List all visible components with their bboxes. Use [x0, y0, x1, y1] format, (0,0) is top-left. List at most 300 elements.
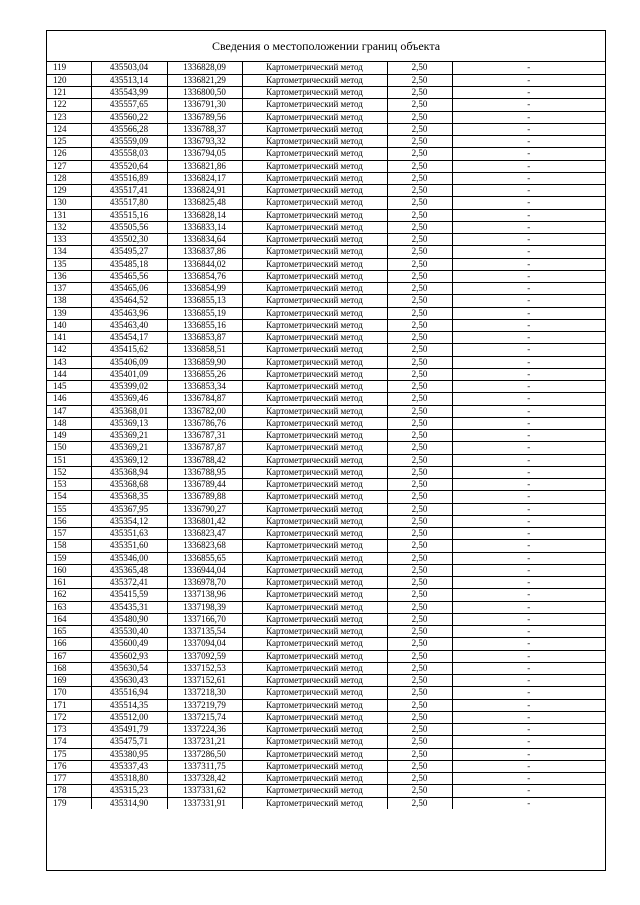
accuracy-cell: 2,50: [387, 564, 452, 576]
method-cell: Картометрический метод: [242, 332, 387, 344]
point-number-cell: 145: [47, 381, 91, 393]
point-number-cell: 128: [47, 172, 91, 184]
table-row: [47, 515, 605, 527]
accuracy-cell: 2,50: [387, 626, 452, 638]
method-cell: Картометрический метод: [242, 344, 387, 356]
method-cell: Картометрический метод: [242, 123, 387, 135]
description-cell: -: [452, 442, 605, 454]
method-cell: Картометрический метод: [242, 234, 387, 246]
method-cell: Картометрический метод: [242, 466, 387, 478]
accuracy-cell: 2,50: [387, 528, 452, 540]
method-cell: Картометрический метод: [242, 136, 387, 148]
description-cell: -: [452, 393, 605, 405]
method-cell: Картометрический метод: [242, 209, 387, 221]
x-coordinate-cell: 435559,09: [91, 136, 167, 148]
y-coordinate-cell: 1336787,31: [167, 430, 242, 442]
x-coordinate-cell: 435351,60: [91, 540, 167, 552]
coordinates-table: [47, 62, 605, 809]
table-row: [47, 123, 605, 135]
method-cell: Картометрический метод: [242, 748, 387, 760]
description-cell: -: [452, 344, 605, 356]
y-coordinate-cell: 1336855,26: [167, 368, 242, 380]
method-cell: Картометрический метод: [242, 528, 387, 540]
point-number-cell: 142: [47, 344, 91, 356]
y-coordinate-cell: 1337152,61: [167, 675, 242, 687]
y-coordinate-cell: 1336823,68: [167, 540, 242, 552]
point-number-cell: 165: [47, 626, 91, 638]
accuracy-cell: 2,50: [387, 736, 452, 748]
table-row: [47, 528, 605, 540]
table-row: [47, 172, 605, 184]
method-cell: Картометрический метод: [242, 711, 387, 723]
method-cell: Картометрический метод: [242, 442, 387, 454]
description-cell: -: [452, 295, 605, 307]
method-cell: Картометрический метод: [242, 601, 387, 613]
accuracy-cell: 2,50: [387, 234, 452, 246]
table-row: [47, 209, 605, 221]
method-cell: Картометрический метод: [242, 724, 387, 736]
accuracy-cell: 2,50: [387, 760, 452, 772]
point-number-cell: 132: [47, 221, 91, 233]
description-cell: -: [452, 528, 605, 540]
y-coordinate-cell: 1337331,62: [167, 785, 242, 797]
point-number-cell: 125: [47, 136, 91, 148]
x-coordinate-cell: 435491,79: [91, 724, 167, 736]
description-cell: -: [452, 307, 605, 319]
accuracy-cell: 2,50: [387, 283, 452, 295]
table-row: [47, 613, 605, 625]
x-coordinate-cell: 435354,12: [91, 515, 167, 527]
y-coordinate-cell: 1336821,29: [167, 74, 242, 86]
description-cell: -: [452, 221, 605, 233]
table-row: [47, 503, 605, 515]
table-row: [47, 74, 605, 86]
y-coordinate-cell: 1336790,27: [167, 503, 242, 515]
method-cell: Картометрический метод: [242, 87, 387, 99]
description-cell: -: [452, 675, 605, 687]
table-row: [47, 466, 605, 478]
y-coordinate-cell: 1336789,88: [167, 491, 242, 503]
x-coordinate-cell: 435485,18: [91, 258, 167, 270]
point-number-cell: 122: [47, 99, 91, 111]
point-number-cell: 153: [47, 479, 91, 491]
table-row: [47, 430, 605, 442]
y-coordinate-cell: 1337166,70: [167, 613, 242, 625]
y-coordinate-cell: 1336793,32: [167, 136, 242, 148]
description-cell: -: [452, 613, 605, 625]
x-coordinate-cell: 435480,90: [91, 613, 167, 625]
description-cell: -: [452, 577, 605, 589]
x-coordinate-cell: 435318,80: [91, 773, 167, 785]
point-number-cell: 143: [47, 356, 91, 368]
point-number-cell: 179: [47, 797, 91, 809]
description-cell: -: [452, 99, 605, 111]
method-cell: Картометрический метод: [242, 393, 387, 405]
accuracy-cell: 2,50: [387, 650, 452, 662]
description-cell: -: [452, 711, 605, 723]
x-coordinate-cell: 435513,14: [91, 74, 167, 86]
accuracy-cell: 2,50: [387, 74, 452, 86]
x-coordinate-cell: 435495,27: [91, 246, 167, 258]
description-cell: -: [452, 491, 605, 503]
y-coordinate-cell: 1337328,42: [167, 773, 242, 785]
method-cell: Картометрический метод: [242, 405, 387, 417]
table-row: [47, 258, 605, 270]
accuracy-cell: 2,50: [387, 785, 452, 797]
accuracy-cell: 2,50: [387, 185, 452, 197]
x-coordinate-cell: 435530,40: [91, 626, 167, 638]
table-row: [47, 356, 605, 368]
y-coordinate-cell: 1336824,91: [167, 185, 242, 197]
accuracy-cell: 2,50: [387, 62, 452, 74]
table-row: [47, 687, 605, 699]
description-cell: -: [452, 650, 605, 662]
x-coordinate-cell: 435368,35: [91, 491, 167, 503]
method-cell: Картометрический метод: [242, 368, 387, 380]
y-coordinate-cell: 1336789,56: [167, 111, 242, 123]
point-number-cell: 178: [47, 785, 91, 797]
table-row: [47, 785, 605, 797]
y-coordinate-cell: 1336794,05: [167, 148, 242, 160]
point-number-cell: 150: [47, 442, 91, 454]
accuracy-cell: 2,50: [387, 601, 452, 613]
accuracy-cell: 2,50: [387, 258, 452, 270]
point-number-cell: 169: [47, 675, 91, 687]
table-row: [47, 148, 605, 160]
accuracy-cell: 2,50: [387, 319, 452, 331]
y-coordinate-cell: 1337135,54: [167, 626, 242, 638]
x-coordinate-cell: 435558,03: [91, 148, 167, 160]
table-row: [47, 368, 605, 380]
method-cell: Картометрический метод: [242, 430, 387, 442]
x-coordinate-cell: 435543,99: [91, 87, 167, 99]
description-cell: -: [452, 405, 605, 417]
description-cell: -: [452, 638, 605, 650]
x-coordinate-cell: 435368,94: [91, 466, 167, 478]
point-number-cell: 167: [47, 650, 91, 662]
x-coordinate-cell: 435560,22: [91, 111, 167, 123]
method-cell: Картометрический метод: [242, 62, 387, 74]
method-cell: Картометрический метод: [242, 736, 387, 748]
point-number-cell: 151: [47, 454, 91, 466]
point-number-cell: 154: [47, 491, 91, 503]
table-row: [47, 417, 605, 429]
y-coordinate-cell: 1337138,96: [167, 589, 242, 601]
description-cell: -: [452, 356, 605, 368]
table-row: [47, 160, 605, 172]
point-number-cell: 148: [47, 417, 91, 429]
x-coordinate-cell: 435630,54: [91, 662, 167, 674]
x-coordinate-cell: 435415,62: [91, 344, 167, 356]
accuracy-cell: 2,50: [387, 99, 452, 111]
x-coordinate-cell: 435337,43: [91, 760, 167, 772]
accuracy-cell: 2,50: [387, 466, 452, 478]
method-cell: Картометрический метод: [242, 270, 387, 282]
method-cell: Картометрический метод: [242, 185, 387, 197]
point-number-cell: 149: [47, 430, 91, 442]
description-cell: -: [452, 540, 605, 552]
method-cell: Картометрический метод: [242, 221, 387, 233]
point-number-cell: 136: [47, 270, 91, 282]
description-cell: -: [452, 773, 605, 785]
method-cell: Картометрический метод: [242, 295, 387, 307]
method-cell: Картометрический метод: [242, 172, 387, 184]
description-cell: -: [452, 797, 605, 809]
y-coordinate-cell: 1336855,16: [167, 319, 242, 331]
x-coordinate-cell: 435365,48: [91, 564, 167, 576]
x-coordinate-cell: 435369,46: [91, 393, 167, 405]
method-cell: Картометрический метод: [242, 503, 387, 515]
method-cell: Картометрический метод: [242, 687, 387, 699]
method-cell: Картометрический метод: [242, 540, 387, 552]
y-coordinate-cell: 1337218,30: [167, 687, 242, 699]
method-cell: Картометрический метод: [242, 160, 387, 172]
x-coordinate-cell: 435602,93: [91, 650, 167, 662]
table-row: [47, 111, 605, 123]
point-number-cell: 173: [47, 724, 91, 736]
accuracy-cell: 2,50: [387, 577, 452, 589]
x-coordinate-cell: 435454,17: [91, 332, 167, 344]
table-row: [47, 564, 605, 576]
point-number-cell: 160: [47, 564, 91, 576]
page-title: Сведения о местоположении границ объекта: [47, 31, 605, 62]
point-number-cell: 135: [47, 258, 91, 270]
accuracy-cell: 2,50: [387, 773, 452, 785]
accuracy-cell: 2,50: [387, 197, 452, 209]
accuracy-cell: 2,50: [387, 368, 452, 380]
point-number-cell: 156: [47, 515, 91, 527]
table-row: [47, 295, 605, 307]
table-row: [47, 221, 605, 233]
x-coordinate-cell: 435502,30: [91, 234, 167, 246]
x-coordinate-cell: 435515,16: [91, 209, 167, 221]
point-number-cell: 174: [47, 736, 91, 748]
method-cell: Картометрический метод: [242, 613, 387, 625]
x-coordinate-cell: 435514,35: [91, 699, 167, 711]
accuracy-cell: 2,50: [387, 123, 452, 135]
accuracy-cell: 2,50: [387, 589, 452, 601]
accuracy-cell: 2,50: [387, 491, 452, 503]
x-coordinate-cell: 435369,12: [91, 454, 167, 466]
table-row: [47, 773, 605, 785]
table-row: [47, 442, 605, 454]
table-row: [47, 197, 605, 209]
description-cell: -: [452, 160, 605, 172]
point-number-cell: 146: [47, 393, 91, 405]
table-row: [47, 307, 605, 319]
y-coordinate-cell: 1337152,53: [167, 662, 242, 674]
y-coordinate-cell: 1336858,51: [167, 344, 242, 356]
x-coordinate-cell: 435406,09: [91, 356, 167, 368]
y-coordinate-cell: 1336853,34: [167, 381, 242, 393]
method-cell: Картометрический метод: [242, 356, 387, 368]
accuracy-cell: 2,50: [387, 136, 452, 148]
table-row: [47, 87, 605, 99]
y-coordinate-cell: 1336828,14: [167, 209, 242, 221]
method-cell: Картометрический метод: [242, 589, 387, 601]
method-cell: Картометрический метод: [242, 258, 387, 270]
x-coordinate-cell: 435351,63: [91, 528, 167, 540]
description-cell: -: [452, 148, 605, 160]
method-cell: Картометрический метод: [242, 381, 387, 393]
x-coordinate-cell: 435512,00: [91, 711, 167, 723]
x-coordinate-cell: 435372,41: [91, 577, 167, 589]
x-coordinate-cell: 435516,89: [91, 172, 167, 184]
table-row: [47, 491, 605, 503]
description-cell: -: [452, 62, 605, 74]
accuracy-cell: 2,50: [387, 479, 452, 491]
method-cell: Картометрический метод: [242, 197, 387, 209]
x-coordinate-cell: 435517,80: [91, 197, 167, 209]
method-cell: Картометрический метод: [242, 319, 387, 331]
x-coordinate-cell: 435435,31: [91, 601, 167, 613]
y-coordinate-cell: 1336788,95: [167, 466, 242, 478]
point-number-cell: 120: [47, 74, 91, 86]
accuracy-cell: 2,50: [387, 687, 452, 699]
method-cell: Картометрический метод: [242, 111, 387, 123]
accuracy-cell: 2,50: [387, 503, 452, 515]
x-coordinate-cell: 435600,49: [91, 638, 167, 650]
description-cell: -: [452, 748, 605, 760]
table-row: [47, 454, 605, 466]
description-cell: -: [452, 332, 605, 344]
y-coordinate-cell: 1336786,76: [167, 417, 242, 429]
accuracy-cell: 2,50: [387, 699, 452, 711]
description-cell: -: [452, 123, 605, 135]
point-number-cell: 161: [47, 577, 91, 589]
y-coordinate-cell: 1336821,86: [167, 160, 242, 172]
point-number-cell: 162: [47, 589, 91, 601]
method-cell: Картометрический метод: [242, 785, 387, 797]
y-coordinate-cell: 1336825,48: [167, 197, 242, 209]
accuracy-cell: 2,50: [387, 724, 452, 736]
y-coordinate-cell: 1337224,36: [167, 724, 242, 736]
point-number-cell: 177: [47, 773, 91, 785]
x-coordinate-cell: 435475,71: [91, 736, 167, 748]
y-coordinate-cell: 1337215,74: [167, 711, 242, 723]
point-number-cell: 130: [47, 197, 91, 209]
x-coordinate-cell: 435415,59: [91, 589, 167, 601]
x-coordinate-cell: 435399,02: [91, 381, 167, 393]
method-cell: Картометрический метод: [242, 99, 387, 111]
table-row: [47, 393, 605, 405]
x-coordinate-cell: 435380,95: [91, 748, 167, 760]
accuracy-cell: 2,50: [387, 148, 452, 160]
method-cell: Картометрический метод: [242, 283, 387, 295]
y-coordinate-cell: 1336855,19: [167, 307, 242, 319]
table-row: [47, 540, 605, 552]
description-cell: -: [452, 479, 605, 491]
table-row: [47, 589, 605, 601]
boundary-sheet: [46, 30, 606, 871]
description-cell: -: [452, 736, 605, 748]
description-cell: -: [452, 258, 605, 270]
y-coordinate-cell: 1336791,30: [167, 99, 242, 111]
description-cell: -: [452, 466, 605, 478]
description-cell: -: [452, 589, 605, 601]
description-cell: -: [452, 699, 605, 711]
table-row: [47, 724, 605, 736]
method-cell: Картометрический метод: [242, 491, 387, 503]
point-number-cell: 129: [47, 185, 91, 197]
table-row: [47, 638, 605, 650]
x-coordinate-cell: 435369,21: [91, 430, 167, 442]
method-cell: Картометрический метод: [242, 479, 387, 491]
method-cell: Картометрический метод: [242, 773, 387, 785]
description-cell: -: [452, 87, 605, 99]
accuracy-cell: 2,50: [387, 87, 452, 99]
point-number-cell: 172: [47, 711, 91, 723]
y-coordinate-cell: 1336944,04: [167, 564, 242, 576]
table-row: [47, 650, 605, 662]
accuracy-cell: 2,50: [387, 613, 452, 625]
y-coordinate-cell: 1337286,50: [167, 748, 242, 760]
point-number-cell: 137: [47, 283, 91, 295]
table-row: [47, 246, 605, 258]
point-number-cell: 140: [47, 319, 91, 331]
accuracy-cell: 2,50: [387, 270, 452, 282]
y-coordinate-cell: 1336837,86: [167, 246, 242, 258]
x-coordinate-cell: 435369,21: [91, 442, 167, 454]
point-number-cell: 170: [47, 687, 91, 699]
method-cell: Картометрический метод: [242, 74, 387, 86]
description-cell: -: [452, 74, 605, 86]
description-cell: -: [452, 601, 605, 613]
description-cell: -: [452, 454, 605, 466]
y-coordinate-cell: 1336788,42: [167, 454, 242, 466]
y-coordinate-cell: 1336854,99: [167, 283, 242, 295]
accuracy-cell: 2,50: [387, 344, 452, 356]
table-row: [47, 234, 605, 246]
point-number-cell: 166: [47, 638, 91, 650]
point-number-cell: 123: [47, 111, 91, 123]
y-coordinate-cell: 1336801,42: [167, 515, 242, 527]
y-coordinate-cell: 1336978,70: [167, 577, 242, 589]
description-cell: -: [452, 234, 605, 246]
table-row: [47, 552, 605, 564]
method-cell: Картометрический метод: [242, 246, 387, 258]
description-cell: -: [452, 785, 605, 797]
accuracy-cell: 2,50: [387, 662, 452, 674]
x-coordinate-cell: 435368,68: [91, 479, 167, 491]
y-coordinate-cell: 1336787,87: [167, 442, 242, 454]
table-row: [47, 62, 605, 74]
table-row: [47, 601, 605, 613]
x-coordinate-cell: 435517,41: [91, 185, 167, 197]
point-number-cell: 133: [47, 234, 91, 246]
point-number-cell: 176: [47, 760, 91, 772]
method-cell: Картометрический метод: [242, 307, 387, 319]
table-row: [47, 662, 605, 674]
x-coordinate-cell: 435463,40: [91, 319, 167, 331]
accuracy-cell: 2,50: [387, 295, 452, 307]
table-row: [47, 760, 605, 772]
description-cell: -: [452, 136, 605, 148]
point-number-cell: 144: [47, 368, 91, 380]
y-coordinate-cell: 1336823,47: [167, 528, 242, 540]
description-cell: -: [452, 185, 605, 197]
y-coordinate-cell: 1336834,64: [167, 234, 242, 246]
x-coordinate-cell: 435566,28: [91, 123, 167, 135]
description-cell: -: [452, 626, 605, 638]
table-row: [47, 699, 605, 711]
accuracy-cell: 2,50: [387, 797, 452, 809]
method-cell: Картометрический метод: [242, 675, 387, 687]
y-coordinate-cell: 1337331,91: [167, 797, 242, 809]
table-row: [47, 381, 605, 393]
table-row: [47, 626, 605, 638]
point-number-cell: 138: [47, 295, 91, 307]
